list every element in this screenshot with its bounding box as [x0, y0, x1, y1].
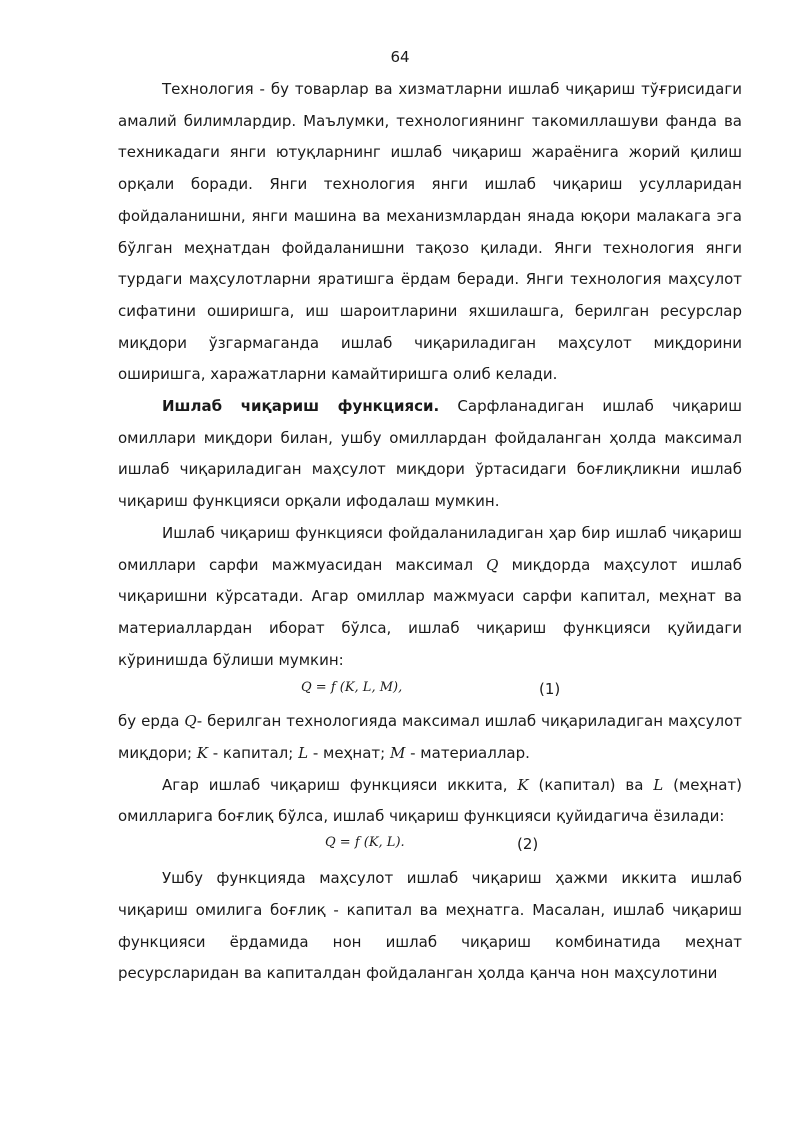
page-number: 64 — [390, 48, 410, 66]
paragraph-two-factors — [118, 770, 742, 833]
paragraph-text: - меҳнат; — [308, 744, 390, 763]
math-symbol-m: M — [390, 744, 406, 763]
paragraph-definitions — [118, 706, 742, 769]
paragraph-text: - берилган технологияда максимал ишлаб чиқариладиган маҳсулот миқдори; — [118, 712, 742, 763]
paragraph-text: - материаллар. — [405, 744, 530, 763]
math-symbol-k: K — [196, 744, 208, 763]
paragraph-text: (капитал) ва — [528, 775, 654, 794]
math-symbol-k: K — [517, 775, 529, 794]
formula-1 — [118, 676, 742, 706]
paragraph-text: (меҳнат) омилларига боғлиқ бўлса, ишлаб чиқариш функцияси қуйидагича ёзилади: — [118, 775, 742, 826]
formula-2-number: (2) — [517, 835, 539, 854]
formula-1-expression: Q = f (K, L, M), — [301, 680, 403, 696]
math-symbol-q: Q — [184, 712, 197, 731]
paragraph-text: Сарфланадиган ишлаб чиқариш омиллари миқдори билан, ушбу омиллардан фойдаланган ҳолда максимал ишлаб чиқариладиган маҳсулот миқдори ўртасидаги боғлиқликни ишлаб чиқариш функцияси орқали ифодалаш мумкин. — [118, 397, 742, 511]
paragraph-example: Ушбу функцияда маҳсулот ишлаб чиқариш ҳажми иккита ишлаб чиқариш омилига боғлиқ - капитал ва меҳнатга. Масалан, ишлаб чиқариш функцияси ёрдамида нон ишлаб чиқариш комбинатида меҳнат ресурсларидан ва капиталдан фойдаланган ҳолда қанча нон маҳсулотини — [118, 869, 742, 983]
paragraph-production-function — [118, 391, 742, 518]
paragraph-text: Агар ишлаб чиқариш функцияси иккита, — [162, 775, 518, 794]
paragraph-text: бу ерда — [118, 712, 185, 731]
math-symbol-l: L — [653, 775, 664, 794]
math-symbol-q: Q — [486, 555, 499, 574]
page-content — [118, 74, 742, 990]
paragraph-function-description — [118, 518, 742, 677]
formula-1-number: (1) — [539, 680, 561, 699]
formula-2-expression: Q = f (K, L). — [325, 835, 405, 851]
paragraph-technology: Технология - бу товарлар ва хизматларни ишлаб чиқариш тўғрисидаги амалий билимлардир. Маълумки, технологиянинг такомиллашуви фанда ва техникадаги янги ютуқларнинг ишлаб чиқариш жараёнига жорий қилиш орқали боради. Янги технология янги ишлаб чиқариш усулларидан фойдаланишни, янги машина ва механизмлардан янада юқори малакага эга бўлган меҳнатдан фойдаланишни тақозо қилади. Янги технология янги турдаги маҳсулотларни яратишга ёрдам беради. Янги технология маҳсулот сифатини оширишга, иш шароитларини яхшилашга, берилган ресурслар миқдори ўзгармаганда ишлаб чиқариладиган маҳсулот миқдорини оширишга, харажатларни камайтиришга олиб келади. — [118, 80, 742, 384]
math-symbol-l: L — [298, 744, 309, 763]
paragraph-text: - капитал; — [207, 744, 299, 763]
paragraph-text: Ишлаб чиқариш функцияси фойдаланиладиган ҳар бир ишлаб чиқариш омиллари сарфи мажмуасидан максимал — [118, 523, 742, 574]
formula-2 — [118, 833, 742, 863]
section-heading: Ишлаб чиқариш функцияси. — [162, 397, 440, 416]
paragraph-text: миқдорда маҳсулот ишлаб чиқаришни кўрсатади. Агар омиллар мажмуаси сарфи капитал, меҳнат ва материаллардан иборат бўлса, ишлаб чиқариш функцияси қуйидаги кўринишда бўлиши мумкин: — [118, 555, 742, 669]
